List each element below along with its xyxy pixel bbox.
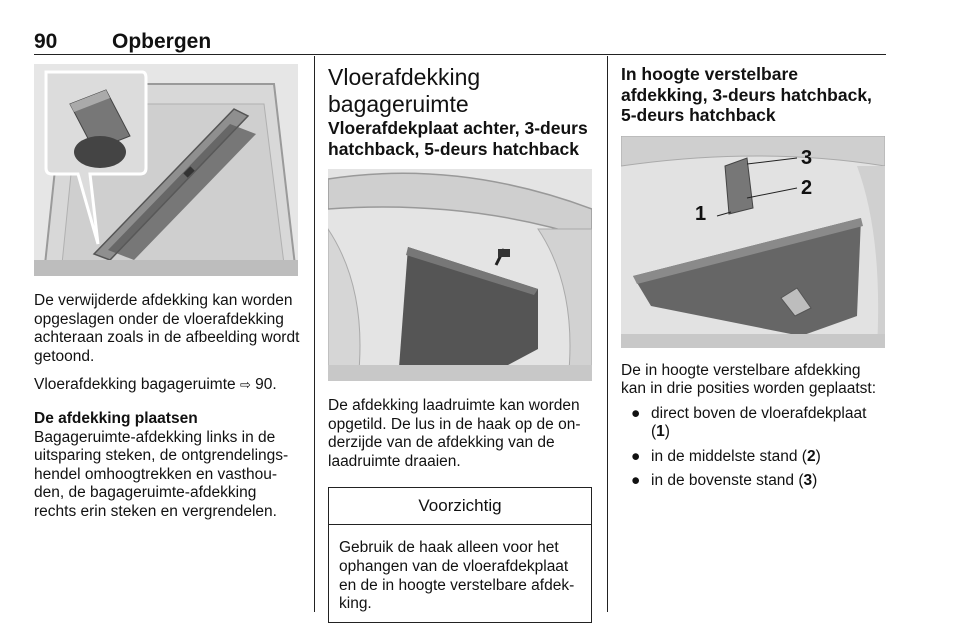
bullet-icon: ● <box>631 404 641 422</box>
lift-paragraph: De afdekking laadruimte kan worden opgetild. De lus in de haak op de on-derzijde van de afdekking van de laadruimte draaien. <box>328 397 581 470</box>
positions-paragraph: De in hoogte verstelbare afdekking kan in drie posities worden geplaatst: <box>621 361 877 398</box>
bullet-icon: ● <box>631 447 641 465</box>
list-item: ● in de bovenste stand (3) <box>631 472 818 490</box>
section-heading: Vloerafdekking bagageruimte <box>328 64 481 117</box>
page-reference-arrow-icon: ⇨ <box>239 378 251 394</box>
callout-1: 1 <box>695 202 707 225</box>
caution-text: Gebruik de haak alleen voor het ophangen van de vloerafdekplaat en de in hoogte verstelbare afdek-king. <box>339 539 575 613</box>
floor-cover-lifted-illustration <box>328 169 592 381</box>
page-number: 90 <box>34 30 58 53</box>
column-divider-2 <box>607 56 608 612</box>
column-divider-1 <box>314 56 315 612</box>
bullet-icon: ● <box>631 472 641 490</box>
list-item: ● in de middelste stand (2) <box>631 447 821 465</box>
adjustable-cover-illustration <box>621 136 885 348</box>
page-header <box>34 30 886 52</box>
cross-reference <box>34 376 300 396</box>
caution-box <box>328 487 592 622</box>
section-subheading: Vloerafdekplaat achter, 3-deurs hatchback, 5-deurs hatchback <box>328 118 588 159</box>
column-2 <box>328 64 592 623</box>
trunk-cover-storage-illustration <box>34 64 298 276</box>
column-3 <box>621 64 886 497</box>
adjustable-cover-heading: In hoogte verstelbare afdekking, 3-deurs hatchback, 5-deurs hatchback <box>621 64 872 125</box>
list-item: ● direct boven de vloerafdekplaat (1) <box>631 404 867 441</box>
column-1 <box>34 64 300 522</box>
cross-reference-text: Vloerafdekking bagageruimte <box>34 376 240 394</box>
cross-reference-page: 90. <box>250 376 277 394</box>
callout-2: 2 <box>801 176 813 199</box>
storage-paragraph: De verwijderde afdekking kan worden opgeslagen onder de vloerafdekking achteraan zoals in de afbeelding wordt getoond. <box>34 292 300 365</box>
callout-3: 3 <box>801 146 813 169</box>
install-subheading: De afdekking plaatsen <box>34 409 198 427</box>
header-divider <box>34 54 886 55</box>
install-paragraph: Bagageruimte-afdekking links in de uitsparing steken, de ontgrendelings-hendel omhoogtrekken en vasthou-den, de bagageruimte-afdekking rechts erin steken en vergrendelen. <box>34 428 289 520</box>
page-title: Opbergen <box>112 30 212 53</box>
positions-list <box>621 405 886 491</box>
caution-title: Voorzichtig <box>329 488 591 525</box>
